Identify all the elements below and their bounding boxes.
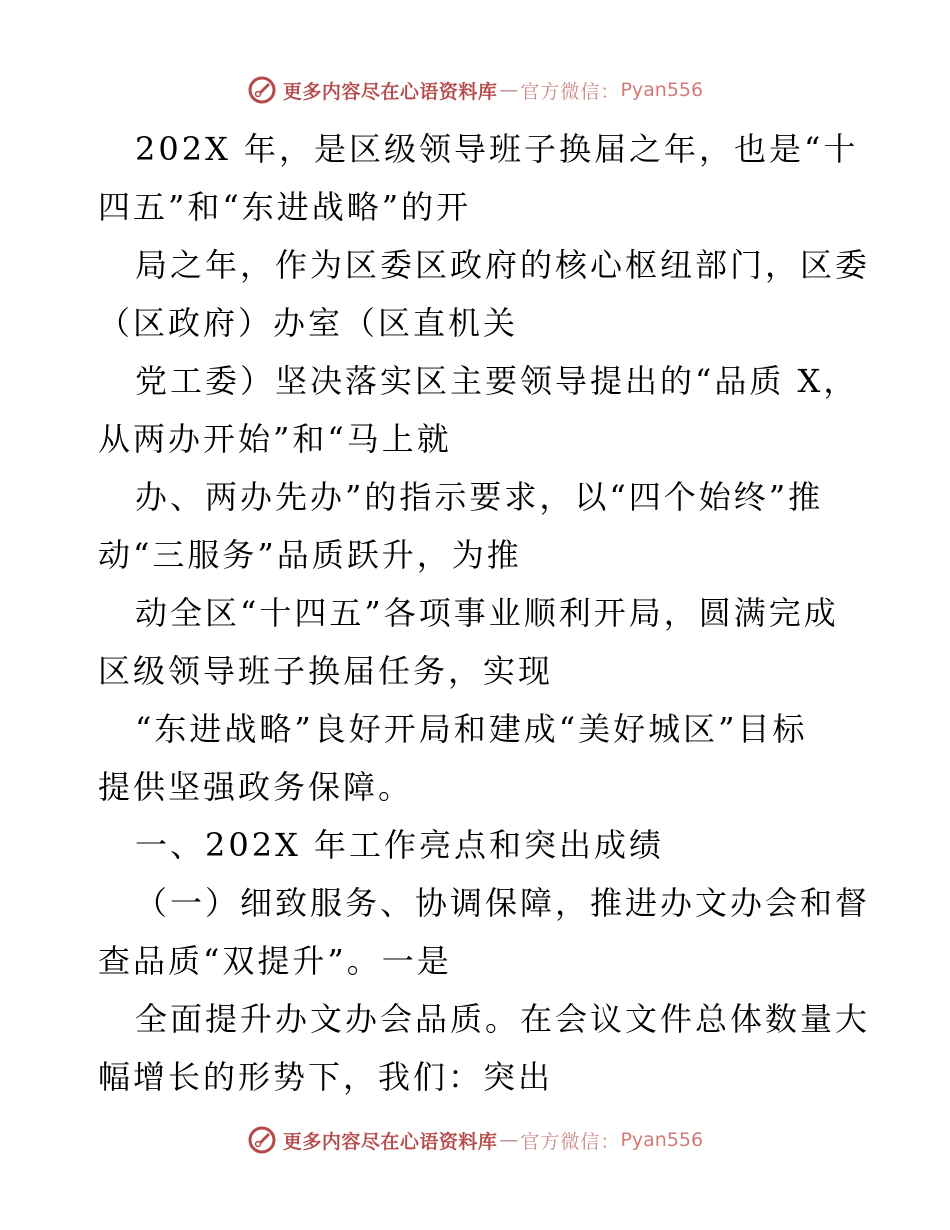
text-line: 从两办开始”和“马上就: [98, 420, 452, 458]
banner-wechat-id: Pyan556: [620, 79, 704, 101]
banner-official-label: 官方微信：: [520, 1130, 621, 1153]
banner-separator: —: [499, 79, 519, 101]
text-line: （一）细致服务、协调保障，推进办文办会和督: [135, 884, 871, 922]
text-line: 党工委）坚决落实区主要领导提出的“品质 X，: [135, 362, 859, 400]
document-body: [98, 120, 871, 1106]
banner-official-label: 官方微信：: [520, 80, 621, 103]
banner-title: 更多内容尽在心语资料库: [282, 1130, 498, 1153]
banner-separator: —: [499, 1129, 519, 1151]
banner-wechat-id: Pyan556: [620, 1129, 704, 1151]
logo-icon: [247, 75, 277, 105]
header-banner: [0, 70, 950, 110]
text-line: 区级领导班子换届任务，实现: [98, 652, 554, 690]
section-heading: 一、202X 年工作亮点和突出成绩: [135, 826, 665, 864]
text-line: 全面提升办文办会品质。在会议文件总体数量大: [135, 1000, 871, 1038]
text-line: 提供坚强政务保障。: [98, 768, 414, 806]
text-line: 动全区“十四五”各项事业顺利开局，圆满完成: [135, 594, 839, 632]
text-line: 动“三服务”品质跃升，为推: [98, 536, 522, 574]
text-line: “东进战略”良好开局和建成“美好城区”目标: [135, 710, 808, 748]
logo-icon: [247, 1125, 277, 1155]
text-line: （区政府）办室（区直机关: [98, 304, 519, 342]
text-line: 局之年，作为区委区政府的核心枢纽部门，区委: [135, 246, 871, 284]
footer-banner: [0, 1120, 950, 1160]
text-line: 202X 年，是区级领导班子换届之年，也是“十: [135, 130, 859, 168]
banner-title: 更多内容尽在心语资料库: [282, 80, 498, 103]
text-line: 四五”和“东进战略”的开: [98, 188, 472, 226]
text-line: 办、两办先办”的指示要求，以“四个始终”推: [135, 478, 824, 516]
text-line: 查品质“双提升”。一是: [98, 942, 452, 980]
text-line: 幅增长的形势下，我们：突出: [98, 1058, 554, 1096]
